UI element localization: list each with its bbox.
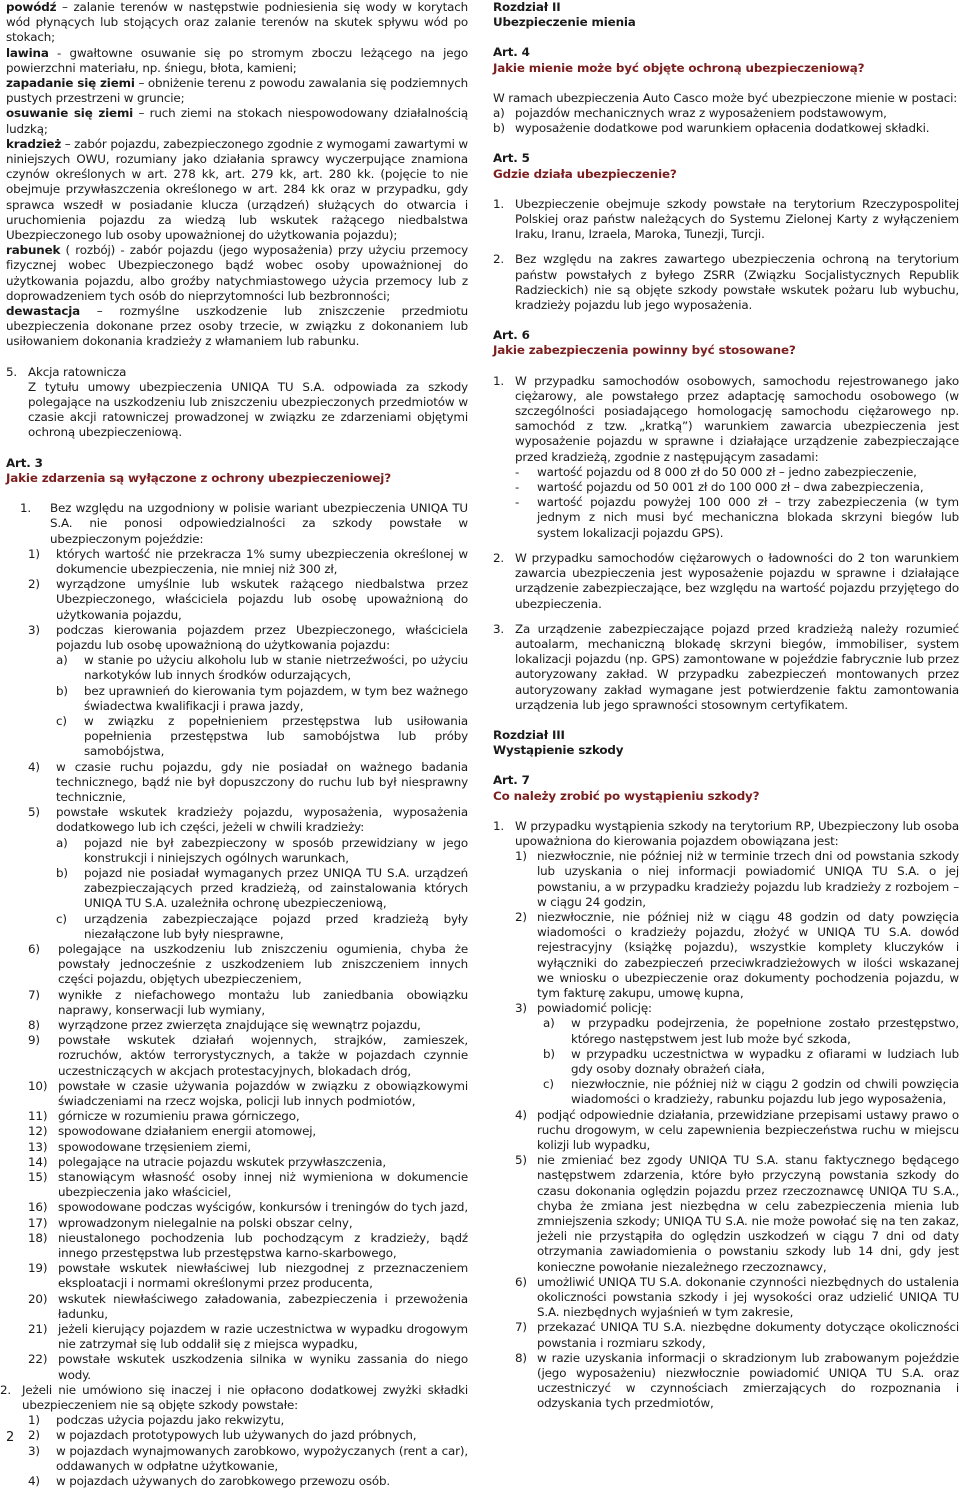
list-item bbox=[28, 1124, 468, 1139]
item-number: 20) bbox=[28, 1291, 48, 1306]
definition-term: kradzież bbox=[6, 136, 62, 151]
definition-text: ( rozbój) - zabór pojazdu (jego wyposażenia) przy użyciu przemocy fizycznej wobec Ubezpieczonego bądź wobec osoby upoważnionej do użytkowania pojazdu, albo groźby natychmiastowego użycia przemocy lub z doprowadzeniem tych osób do nieprzytomności lub bezbronności; bbox=[6, 243, 468, 303]
item-number: 9) bbox=[28, 1033, 40, 1048]
item-number: 3) bbox=[28, 1443, 40, 1458]
list-item bbox=[493, 121, 959, 136]
item-text: niezwłocznie, nie później niż w ciągu 48 godzin od daty powzięcia wiadomości o kradzieży pojazdu, złożyć w UNIQA TU S.A. dowód rejestracyjny (książkę pojazdu), wszystkie komplety kluczyków i wyłączniki do zabezpieczeń przeciwkradzieżowych w ilości wskazanej we wniosku o ubezpieczenie oraz dokumenty pochodzenia pojazdu, w tym fakturę zakupu, umowę kupna, bbox=[537, 909, 959, 1000]
list-item bbox=[515, 495, 959, 541]
chapter-number: Rozdział III bbox=[493, 727, 565, 742]
definition-term: dewastacja bbox=[6, 304, 81, 319]
item-number: 4) bbox=[515, 1107, 527, 1122]
list-item bbox=[28, 1018, 468, 1033]
list-item bbox=[543, 1077, 959, 1107]
right-column bbox=[493, 0, 959, 1412]
item-number: b) bbox=[56, 683, 68, 698]
article-title: Co należy zrobić po wystąpieniu szkody? bbox=[493, 788, 760, 803]
item-number: 6) bbox=[28, 941, 40, 956]
list-item bbox=[543, 1047, 959, 1077]
list-item bbox=[543, 1016, 959, 1046]
list-item bbox=[28, 1428, 468, 1443]
item-number: 8) bbox=[515, 1350, 527, 1365]
definition bbox=[6, 137, 468, 243]
list-item bbox=[56, 714, 468, 760]
definition-term: zapadanie się ziemi bbox=[6, 76, 135, 91]
list-item bbox=[56, 912, 468, 942]
article-number: Art. 3 bbox=[6, 455, 43, 470]
item-text: spowodowane trzęsieniem ziemi, bbox=[58, 1139, 251, 1154]
definition bbox=[6, 106, 468, 136]
item-number: 2. bbox=[493, 550, 505, 565]
definition-text: – rozmyślne uszkodzenie lub zniszczenie przedmiotu ubezpieczenia dokonane przez osoby trzecie, w związku z dokonaniem lub usiłowaniem dokonania kradzieży z włamaniem lub rabunku. bbox=[6, 304, 468, 349]
list-item bbox=[493, 252, 959, 313]
definition bbox=[6, 304, 468, 350]
item-text: urządzenia zabezpieczające pojazd przed kradzieżą były niezałączone lub były niesprawne, bbox=[84, 911, 468, 941]
item-number: 7) bbox=[515, 1320, 527, 1335]
item-text: wskutek niewłaściwego załadowania, zabezpieczenia i przewożenia ładunku, bbox=[58, 1291, 468, 1321]
paragraph bbox=[493, 374, 959, 465]
item-number: 14) bbox=[28, 1154, 48, 1169]
item-number: 2. bbox=[493, 252, 505, 267]
definition bbox=[6, 0, 468, 46]
item-number: 18) bbox=[28, 1230, 48, 1245]
item-number: - bbox=[515, 464, 520, 479]
list-item bbox=[56, 866, 468, 912]
item-number: - bbox=[515, 480, 520, 495]
item-text: Za urządzenie zabezpieczające pojazd przed kradzieżą należy rozumieć autoalarm, mechaniczną blokadę skrzyni biegów, immobiliser, system lokalizacji pojazdu (np. GPS) zamontowane w pojeździe fabrycznie lub przez autoryzowany zakład. W przypadku zabezpieczeń montowanych przez autoryzowany zakład wymagane jest potwierdzenie faktu zamontowania urządzenia lub jego sprawności stosownym certyfikatem. bbox=[515, 621, 959, 712]
item-text: wartość pojazdu powyżej 100 000 zł – trzy zabezpieczenia (w tym jednym z nich musi być mechaniczna blokada skrzyni biegów lub system lokalizacji pojazdu GPS). bbox=[537, 495, 959, 540]
item-number: 13) bbox=[28, 1139, 48, 1154]
item-number: 10) bbox=[28, 1078, 48, 1093]
item-text: spowodowane podczas wyścigów, konkursów i treningów do tych jazd, bbox=[58, 1200, 468, 1215]
list-item bbox=[28, 1474, 468, 1489]
list-item bbox=[28, 1033, 468, 1079]
item-number: a) bbox=[493, 106, 505, 121]
item-text: podjąć odpowiednie działania, przewidziane przepisami ustawy prawo o ruchu drogowym, w celu zapewnienia bezpieczeństwa ruchu w miejscu kolizji lub wypadku, bbox=[537, 1107, 959, 1152]
list-item bbox=[28, 1140, 468, 1155]
list-item bbox=[515, 1320, 959, 1350]
list-item bbox=[28, 547, 468, 577]
item-number: 2) bbox=[515, 909, 527, 924]
chapter-title: Wystąpienie szkody bbox=[493, 743, 624, 758]
item-text: wprowadzonym nielegalnie na polski obszar celny, bbox=[58, 1215, 353, 1230]
item-text: w pojazdach prototypowych lub używanych do jazd próbnych, bbox=[56, 1428, 417, 1443]
item-number: c) bbox=[56, 911, 67, 926]
list-item bbox=[28, 623, 468, 653]
paragraph bbox=[493, 622, 959, 713]
item-number: 12) bbox=[28, 1124, 48, 1139]
item-text: nieustalonego pochodzenia lub pochodzącym z kradzieży, bądź innego przestępstwa lub przestępstwa karno-skarbowego, bbox=[58, 1230, 468, 1261]
item-text: nie zmieniać bez zgody UNIQA TU S.A. stanu faktycznego będącego następstwem zdarzenia, które było przyczyną powstania szkody do czasu dokonania oględzin pojazdu przez rzeczoznawcę UNIQA TU S.A., chyba że zmiana jest niezbędna w celu zabezpieczenia mienia lub zmniejszenia szkody; UNIQA TU S.A. nie może powołać się na ten zakaz, jeżeli nie przystąpiła do oględzin uszkodzeń w ciągu 7 dni od daty otrzymania zawiadomienia o powstaniu szkody lub 14 dni, gdy jest konieczne powołanie niezależnego rzeczoznawcy, bbox=[537, 1153, 959, 1274]
item-text: bez uprawnień do kierowania tym pojazdem, w tym bez ważnego świadectwa kwalifikacji i prawa jazdy, bbox=[84, 683, 468, 713]
item-text: w pojazdach wynajmowanych zarobkowo, wypożyczanych (rent a car), oddawanych w odpłatne użytkowanie, bbox=[56, 1443, 468, 1473]
item-text: pojazdów mechanicznych wraz z wyposażeniem podstawowym, bbox=[515, 106, 887, 121]
item-number: 2) bbox=[28, 577, 40, 592]
definition-text: – zabór pojazdu, zabezpieczonego zgodnie z wymogami zawartymi w niniejszych OWU, rozumiany jako działania sprawcy wyczerpujące znamiona czynów określonych w art. 278 kk, art. 279 kk, art. 280 kk. (pojęcie to nie obejmuje przywłaszczenia określonego w art. 284 kk oraz w przypadku, gdy sprawca wszedł w posiadanie klucza (urządzeń) służących do otwarcia i uruchomienia pojazdu za wiedzą lub wskutek rażącego niedbalstwa Ubezpieczonego lub osoby upoważnionej do użytkowania pojazdu); bbox=[6, 136, 468, 243]
article-number: Art. 4 bbox=[493, 45, 530, 60]
list-item bbox=[28, 988, 468, 1018]
item-title: Akcja ratownicza bbox=[28, 364, 127, 379]
definition bbox=[6, 243, 468, 304]
item-text: wyrządzone przez zwierzęta znajdujące się wewnątrz pojazdu, bbox=[58, 1018, 421, 1032]
item-text: powiadomić policję: bbox=[537, 1001, 652, 1016]
article-title: Gdzie działa ubezpieczenie? bbox=[493, 166, 677, 181]
item-number: 2) bbox=[28, 1428, 40, 1443]
item-text: wartość pojazdu od 8 000 zł do 50 000 zł – jedno zabezpieczenie, bbox=[537, 464, 917, 479]
definition-text: – obniżenie terenu z powodu zawalania się podziemnych pustych przestrzeni w gruncie; bbox=[6, 76, 468, 106]
list-item bbox=[493, 106, 959, 121]
item-text: w przypadku podejrzenia, że popełnione zostało przestępstwo, którego następstwem jest lub może być szkoda, bbox=[571, 1016, 959, 1046]
item-number: 5) bbox=[515, 1153, 527, 1168]
list-item bbox=[56, 684, 468, 714]
list-item bbox=[493, 197, 959, 243]
list-item bbox=[515, 849, 959, 910]
item-text: podczas kierowania pojazdem przez Ubezpieczonego, właściciela pojazdu lub osobę upoważnioną do użytkowania pojazdu: bbox=[56, 622, 468, 652]
article-number: Art. 5 bbox=[493, 151, 530, 166]
list-item bbox=[28, 1200, 468, 1215]
item-text: Z tytułu umowy ubezpieczenia UNIQA TU S.A. odpowiada za szkody polegające na uszkodzeniu lub zniszczeniu ubezpieczonych przedmiotów w czasie akcji ratowniczej prowadzonej w związku ze zdarzeniami objętymi ochroną ubezpieczeniową. bbox=[28, 379, 468, 440]
list-item bbox=[515, 1153, 959, 1275]
item-text: powstałe wskutek kradzieży pojazdu, wyposażenia, wyposażenia dodatkowego lub ich części, jeżeli w chwili kradzieży: bbox=[56, 805, 468, 835]
item-number: 1) bbox=[515, 849, 527, 864]
item-text: przekazać UNIQA TU S.A. niezbędne dokumenty dotyczące okoliczności powstania i rozmiaru szkody, bbox=[537, 1320, 959, 1350]
item-text: niezwłocznie, nie później niż w terminie trzech dni od powstania szkody lub uzyskania o niej informacji powiadomić UNIQA TU S.A. o jej powstaniu, a w przypadku kradzieży pojazdu lub kradzieży z rozbojem – w ciągu 24 godzin, bbox=[537, 849, 959, 909]
list-item bbox=[515, 1108, 959, 1154]
item-text: powstałe wskutek działań wojennych, strajków, zamieszek, rozruchów, aktów terrorystycznych, a także w pojazdach czynnie uczestniczących w akcjach protestacyjnych, blokadach dróg, bbox=[58, 1033, 468, 1078]
item-text: W przypadku wystąpienia szkody na terytorium RP, Ubezpieczony lub osoba upoważniona do kierowania pojazdem obowiązana jest: bbox=[515, 818, 959, 848]
item-number: 1. bbox=[493, 373, 505, 388]
list-item bbox=[28, 805, 468, 835]
item-number: 4) bbox=[28, 1474, 40, 1489]
item-text: w związku z popełnieniem przestępstwa lub usiłowania popełnienia przestępstwa lub samobójstwa lub próby samobójstwa, bbox=[84, 713, 468, 759]
item-text: jeżeli kierujący pojazdem w razie uczestnictwa w wypadku drogowym nie zatrzymał się lub oddalił się z miejsca wypadku, bbox=[58, 1322, 468, 1352]
list-item bbox=[28, 577, 468, 623]
item-text: górnicze w rozumieniu prawa górniczego, bbox=[58, 1109, 300, 1124]
list-item bbox=[28, 760, 468, 806]
item-text: umożliwić UNIQA TU S.A. dokonanie czynności niezbędnych do ustalenia okoliczności powstania szkody i jej wysokości oraz udzielić UNIQA TU S.A. niezbędnych wyjaśnień w tym zakresie, bbox=[537, 1274, 959, 1320]
item-number: b) bbox=[56, 865, 68, 880]
item-number: a) bbox=[543, 1016, 555, 1031]
list-item bbox=[28, 1444, 468, 1474]
item-number: 22) bbox=[28, 1352, 48, 1367]
item-text: Bez względu na zakres zawartego ubezpieczenia ochroną na terytorium państw powstałych z byłego ZSRR (Związku Socjalistycznych Republik Radzieckich) nie są objęte szkody powstałe wskutek pożaru lub wybuchu, kradzieży pojazdu lub jego wyposażenia. bbox=[515, 252, 959, 313]
item-text: powstałe w czasie używania pojazdów w związku z obowiązkowymi świadczeniami na rzecz wojska, policji lub innych podmiotów, bbox=[58, 1078, 468, 1109]
list-item bbox=[28, 1216, 468, 1231]
list-item bbox=[28, 1352, 468, 1382]
item-number: 3. bbox=[493, 621, 505, 636]
definition-term: osuwanie się ziemi bbox=[6, 106, 134, 121]
item-text: wartość pojazdu od 50 001 zł do 100 000 zł – dwa zabezpieczenia, bbox=[537, 480, 924, 495]
list-item bbox=[28, 942, 468, 988]
list-item bbox=[56, 653, 468, 683]
paragraph bbox=[0, 1383, 468, 1413]
list-item bbox=[28, 1413, 468, 1428]
article-intro: W ramach ubezpieczenia Auto Casco może być ubezpieczone mienie w postaci: bbox=[493, 90, 958, 105]
item-number: 21) bbox=[28, 1322, 48, 1337]
item-number: a) bbox=[56, 653, 68, 668]
item-number: b) bbox=[543, 1046, 555, 1061]
item-text: W przypadku samochodów ciężarowych o ładowności do 2 ton warunkiem zawarcia ubezpieczenia jest wyposażenie pojazdu w sprawne i działające urządzenie zabezpieczające, bez względu na wartość pojazdu przyjętego do ubezpieczenia. bbox=[515, 550, 959, 611]
definition-term: powódź bbox=[6, 0, 57, 14]
list-item bbox=[515, 1001, 959, 1016]
page-number: 2 bbox=[6, 1430, 15, 1445]
item-text: polegające na utracie pojazdu wskutek przywłaszczenia, bbox=[58, 1154, 386, 1169]
item-text: pojazd nie był zabezpieczony w sposób przewidziany w jego konstrukcji i niniejszych ogólnych warunkach, bbox=[84, 835, 468, 865]
article-title: Jakie zdarzenia są wyłączone z ochrony ubezpieczeniowej? bbox=[6, 470, 391, 485]
item-text: podczas użycia pojazdu jako rekwizytu, bbox=[56, 1413, 285, 1428]
item-number: 1. bbox=[493, 818, 505, 833]
list-item bbox=[28, 1231, 468, 1261]
item-number: 3) bbox=[28, 622, 40, 637]
list-item bbox=[515, 465, 959, 480]
item-text: powstałe wskutek niewłaściwej lub niezgodnej z przeznaczeniem eksploatacji i normami określonymi przez producenta, bbox=[58, 1261, 468, 1291]
item-number: c) bbox=[56, 713, 67, 728]
article-number: Art. 6 bbox=[493, 328, 530, 343]
item-text: w razie uzyskania informacji o skradzionym lub zrabowanym pojeździe (jego wyposażeniu) niezwłocznie powiadomić UNIQA TU S.A. oraz uczestniczyć w czynnościach zmierzających do rozpoznania i odzyskania tych przedmiotów, bbox=[537, 1350, 959, 1411]
item-text: których wartość nie przekracza 1% sumy ubezpieczenia określonej w dokumencie ubezpieczenia, nie mniej niż 300 zł, bbox=[56, 546, 468, 576]
item-number: 19) bbox=[28, 1261, 48, 1276]
item-text: polegające na uszkodzeniu lub zniszczeniu ogumienia, chyba że powstały jednocześnie z uszkodzeniem lub zniszczeniem innych części pojazdu, objętych ubezpieczeniem, bbox=[58, 941, 468, 987]
item-text: stanowiącym własność osoby innej niż wymieniona w dokumencie ubezpieczenia jako właściciel, bbox=[58, 1170, 468, 1200]
item-number: 3) bbox=[515, 1001, 527, 1016]
definition-term: rabunek bbox=[6, 243, 61, 258]
item-number: 8) bbox=[28, 1018, 40, 1032]
article-title: Jakie zabezpieczenia powinny być stosowane? bbox=[493, 343, 796, 358]
item-number: c) bbox=[543, 1077, 554, 1092]
item-text: wyposażenie dodatkowe pod warunkiem opłacenia dodatkowej składki. bbox=[515, 121, 930, 136]
item-number: 1. bbox=[20, 501, 32, 516]
chapter-number: Rozdział II bbox=[493, 0, 561, 14]
item-text: niezwłocznie, nie później niż w ciągu 2 godzin od chwili powzięcia wiadomości o kradzieży, rabunku pojazdu lub jego wyposażenia, bbox=[571, 1077, 959, 1107]
list-item bbox=[28, 1322, 468, 1352]
item-text: w pojazdach używanych do zarobkowego przewozu osób. bbox=[56, 1474, 391, 1489]
item-text: Ubezpieczenie obejmuje szkody powstałe na terytorium Rzeczypospolitej Polskiej oraz państw należących do Systemu Zielonej Karty z wyłączeniem Iraku, Iranu, Izraela, Maroka, Tunezji, Turcji. bbox=[515, 196, 959, 242]
left-column bbox=[0, 0, 468, 1489]
item-text: wyrządzone umyślnie lub wskutek rażącego niedbalstwa przez Ubezpieczonego, właściciela pojazdu lub osobę upoważnioną do użytkowania pojazdu, bbox=[56, 577, 468, 622]
item-text: Bez względu na uzgodniony w polisie wariant ubezpieczenia UNIQA TU S.A. nie ponosi odpowiedzialności za szkody powstałe w ubezpieczonym pojeździe: bbox=[50, 501, 468, 546]
list-item bbox=[28, 1109, 468, 1124]
chapter-title: Ubezpieczenie mienia bbox=[493, 15, 636, 30]
definition-text: – zalanie terenów w następstwie podniesienia się wody w korytach wód płynących lub stojących oraz zalanie terenów na skutek spływu wód po stokach; bbox=[6, 0, 468, 45]
item-text: spowodowane działaniem energii atomowej, bbox=[58, 1124, 317, 1139]
definition-text: - gwałtowne osuwanie się po stromym zboczu leżącego na jego powierzchni materiału, np. śniegu, błota, kamieni; bbox=[6, 45, 468, 75]
item-number: 17) bbox=[28, 1215, 48, 1230]
item-number: 5) bbox=[28, 805, 40, 820]
list-item bbox=[515, 910, 959, 1001]
list-item bbox=[515, 1351, 959, 1412]
item-number: 1) bbox=[28, 546, 40, 561]
item-number: 4) bbox=[28, 759, 40, 774]
item-text: powstałe wskutek uszkodzenia silnika w wyniku zassania do niego wody. bbox=[58, 1352, 468, 1382]
paragraph bbox=[20, 501, 468, 547]
item-number: 16) bbox=[28, 1200, 48, 1215]
list-item bbox=[28, 1155, 468, 1170]
section-item-5 bbox=[6, 365, 468, 380]
definition-term: lawina bbox=[6, 45, 49, 60]
paragraph bbox=[493, 819, 959, 849]
item-text: w przypadku uczestnictwa w wypadku z ofiarami w ludziach lub gdy osoby doznały obrażeń ciała, bbox=[571, 1046, 959, 1076]
list-item bbox=[515, 480, 959, 495]
paragraph bbox=[493, 551, 959, 612]
item-number: 15) bbox=[28, 1170, 48, 1185]
item-text: w czasie ruchu pojazdu, gdy nie posiadał on ważnego badania technicznego, bądź nie był dopuszczony do ruchu lub był niesprawny technicznie, bbox=[56, 759, 468, 804]
item-text: w stanie po użyciu alkoholu lub w stanie nietrzeźwości, po użyciu narkotyków lub innych środków odurzających, bbox=[84, 653, 468, 683]
item-number: a) bbox=[56, 835, 68, 850]
definition-text: – ruch ziemi na stokach niespowodowany działalnością ludzką; bbox=[6, 106, 468, 136]
article-title: Jakie mienie może być objęte ochroną ubezpieczeniową? bbox=[493, 60, 865, 75]
definition bbox=[6, 46, 468, 76]
list-item bbox=[28, 1292, 468, 1322]
item-text: pojazd nie posiadał wymaganych przez UNIQA TU S.A. urządzeń zabezpieczających przed kradzieżą, od zainstalowania których UNIQA TU S.A. uzależniła ochronę ubezpieczeniową, bbox=[84, 865, 468, 911]
list-item bbox=[28, 1170, 468, 1200]
item-number: 1) bbox=[28, 1413, 40, 1428]
list-item bbox=[515, 1275, 959, 1321]
item-number: 11) bbox=[28, 1109, 48, 1124]
item-text: wynikłe z niefachowego montażu lub zaniedbania obowiązku naprawy, konserwacji lub wymiany, bbox=[58, 987, 468, 1017]
list-item bbox=[56, 836, 468, 866]
item-number: 7) bbox=[28, 987, 40, 1002]
item-number: - bbox=[515, 495, 520, 510]
list-item bbox=[28, 1079, 468, 1109]
article-number: Art. 7 bbox=[493, 773, 530, 788]
item-number: 2. bbox=[0, 1382, 12, 1397]
item-text: W przypadku samochodów osobowych, samochodu rejestrowanego jako ciężarowy, ale powstałego przez adaptację samochodu osobowego (w szczególności posiadającego homologację samochodu ciężarowego np. samochód z tzw. „kratką”) warunkiem zawarcia ubezpieczenia jest wyposażenie pojazdu w sprawne i działające urządzenie zabezpieczające przed kradzieżą, zgodnie z następującym zasadami: bbox=[515, 373, 959, 464]
definition bbox=[6, 76, 468, 106]
list-item bbox=[28, 1261, 468, 1291]
item-number: 5. bbox=[6, 364, 18, 379]
item-number: 1. bbox=[493, 196, 505, 211]
item-text: Jeżeli nie umówiono się inaczej i nie opłacono dodatkowej zwyżki składki ubezpieczeniem nie są objęte szkody powstałe: bbox=[22, 1382, 468, 1413]
item-number: 6) bbox=[515, 1274, 527, 1289]
item-number: b) bbox=[493, 121, 505, 136]
